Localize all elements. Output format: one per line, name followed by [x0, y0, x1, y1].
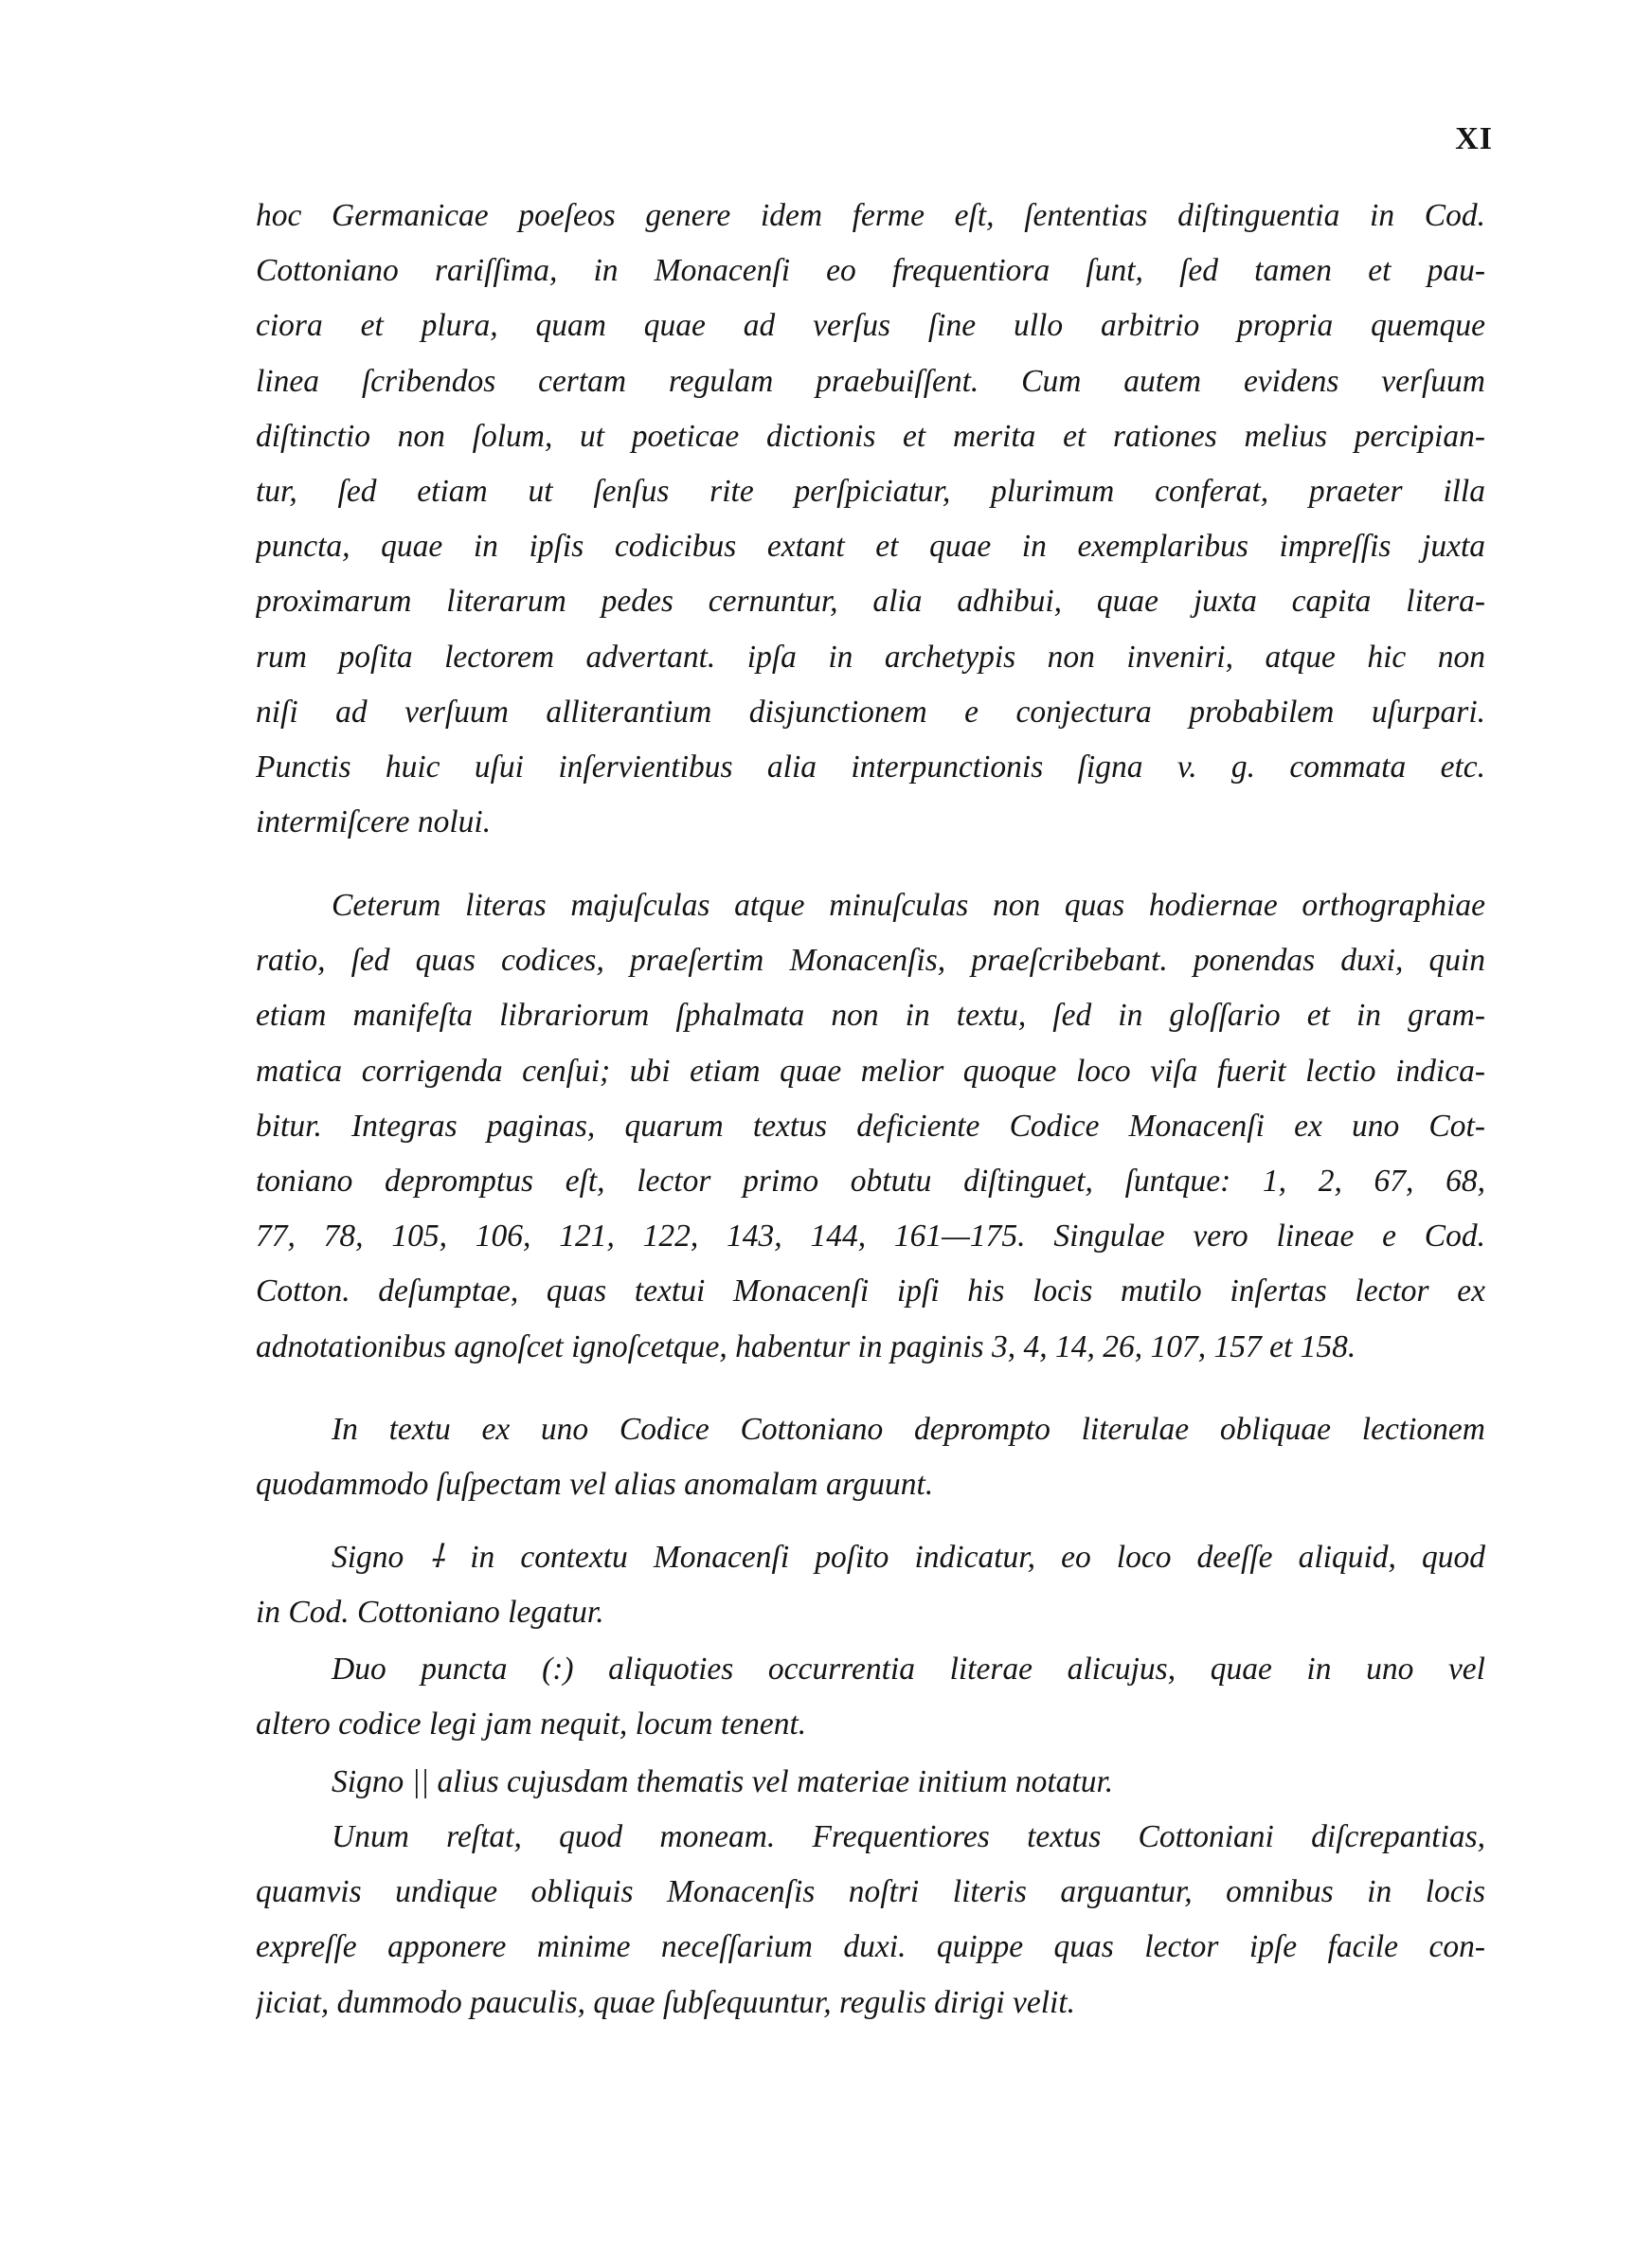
text-line: ratio, ſed quas codices, praeſertim Monacenſis, praeſcribebant. ponendas duxi, quin [256, 943, 1485, 979]
text-line: linea ſcribendos certam regulam praebuiſſent. Cum autem evidens verſuum [256, 363, 1485, 399]
text-line: quamvis undique obliquis Monacenſis noſtri literis arguantur, omnibus in locis [256, 1874, 1485, 1910]
text-line: Ceterum literas majuſculas atque minuſculas non quas hodiernae orthographiae [332, 888, 1485, 923]
text-line: Cottoniano rariſſima, in Monacenſi eo frequentiora ſunt, ſed tamen et pau- [256, 253, 1485, 289]
paragraph-3 [256, 1402, 1485, 1512]
text-line: proximarum literarum pedes cernuntur, alia adhibui, quae juxta capita litera- [256, 584, 1485, 620]
paragraph-1 [256, 189, 1485, 850]
text-line: Unum reſtat, quod moneam. Frequentiores textus Cottoniani diſcrepantias, [332, 1819, 1485, 1854]
text-line: rum poſita lectorem advertant. ipſa in archetypis non inveniri, atque hic non [256, 639, 1485, 675]
text-line: quodammodo ſuſpectam vel alias anomalam arguunt. [256, 1467, 934, 1503]
text-line: hoc Germanicae poeſeos genere idem ferme eſt, ſententias diſtinguentia in Cod. [256, 198, 1485, 233]
text-line: Signo || alius cujusdam thematis vel materiae initium notatur. [332, 1764, 1114, 1799]
text-line: diſtinctio non ſolum, ut poeticae dictionis et merita et rationes melius percipian- [256, 418, 1485, 454]
page-number: XI [1455, 121, 1493, 156]
text-line: intermiſcere nolui. [256, 804, 492, 840]
text-line: Signo ⸸ in contextu Monacenſi poſito indicatur, eo loco deeſſe aliquid, quod [332, 1540, 1485, 1575]
text-line: toniano depromptus eſt, lector primo obtutu diſtinguet, ſuntque: 1, 2, 67, 68, [256, 1163, 1485, 1199]
paragraph-4 [256, 1530, 1485, 1640]
paragraph-2 [256, 878, 1485, 1375]
text-line: jiciat, dummodo pauculis, quae ſubſequuntur, regulis dirigi velit. [256, 1984, 1076, 2020]
text-line: Punctis huic uſui inſervientibus alia interpunctionis ſigna v. g. commata etc. [256, 749, 1485, 785]
text-line: tur, ſed etiam ut ſenſus rite perſpiciatur, plurimum conferat, praeter illa [256, 473, 1485, 509]
paragraph-5 [256, 1642, 1485, 1752]
text-line: Duo puncta (:) aliquoties occurrentia literae alicujus, quae in uno vel [332, 1652, 1485, 1687]
text-line: etiam manifeſta librariorum ſphalmata non in textu, ſed in gloſſario et in gram- [256, 998, 1485, 1034]
text-line: adnotationibus agnoſcet ignoſcetque, habentur in paginis 3, 4, 14, 26, 107, 157 et 158. [256, 1328, 1356, 1364]
text-line: ciora et plura, quam quae ad verſus ſine ullo arbitrio propria quemque [256, 308, 1485, 344]
text-line: puncta, quae in ipſis codicibus extant et quae in exemplaribus impreſſis juxta [256, 529, 1485, 565]
text-line: Cotton. deſumptae, quas textui Monacenſi ipſi his locis mutilo inſertas lector ex [256, 1273, 1485, 1309]
text-line: bitur. Integras paginas, quarum textus deficiente Codice Monacenſi ex uno Cot- [256, 1108, 1485, 1144]
text-line: altero codice legi jam nequit, locum tenent. [256, 1706, 807, 1742]
text-line: expreſſe apponere minime neceſſarium duxi. quippe quas lector ipſe facile con- [256, 1929, 1485, 1965]
paragraph-6 [256, 1755, 1485, 1810]
text-line: matica corrigenda cenſui; ubi etiam quae melior quoque loco viſa fuerit lectio indica- [256, 1053, 1485, 1089]
paragraph-7 [256, 1810, 1485, 2031]
text-line: In textu ex uno Codice Cottoniano deprompto literulae obliquae lectionem [332, 1412, 1485, 1447]
text-line: in Cod. Cottoniano legatur. [256, 1595, 604, 1631]
text-line: 77, 78, 105, 106, 121, 122, 143, 144, 161—175. Singulae vero lineae e Cod. [256, 1219, 1485, 1255]
text-line: niſi ad verſuum alliterantium disjunctionem e conjectura probabilem uſurpari. [256, 694, 1485, 730]
